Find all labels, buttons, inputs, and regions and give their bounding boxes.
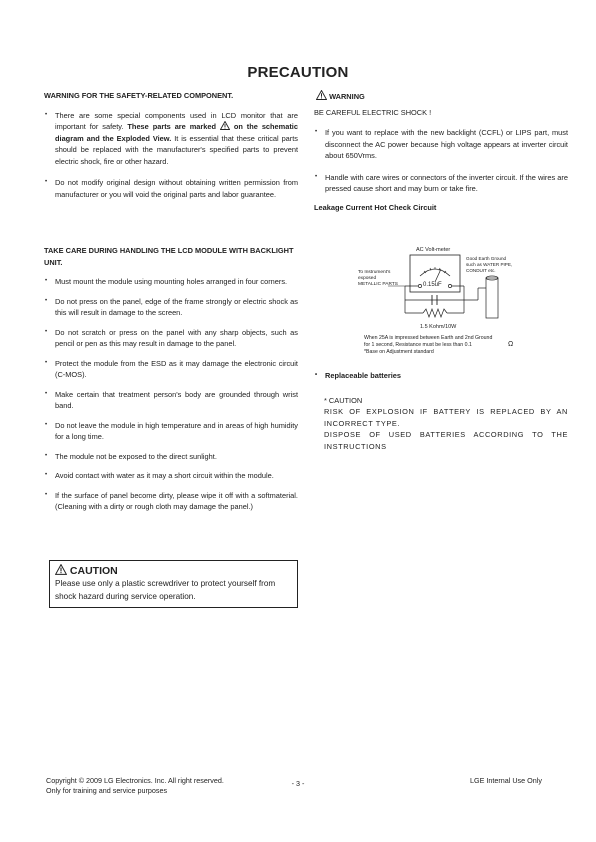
warning-subtitle: BE CAREFUL ELECTRIC SHOCK !: [314, 107, 432, 117]
footer-left: [46, 776, 224, 796]
ohm-symbol: Ω: [508, 341, 514, 348]
lcd-bullet: • If the surface of panel become dirty, please wipe it off with a softmaterial. (Cleaning with a dirty or rough cloth may damage the panel.): [44, 490, 298, 513]
caution-box: [49, 560, 298, 608]
warning-title: WARNING: [329, 92, 365, 101]
internal-use-text: LGE Internal Use Only: [470, 776, 542, 785]
warning-bullet: • If you want to replace with the new backlight (CCFL) or LIPS part, must disconnect the AC power because high voltage appears at inverter circuit about 650Vrms.: [314, 127, 568, 162]
warning-section: [314, 90, 568, 213]
circuit-wire: [405, 286, 478, 313]
lcd-bullet: • Must mount the module using mounting holes arranged in four corners.: [44, 276, 298, 288]
lcd-bullet: • Make certain that treatment person's body are grounded through wrist band.: [44, 389, 298, 412]
lcd-bullet: • Do not press on the panel, edge of the frame strongly or electric shock as this will result in damage to the screen.: [44, 296, 298, 319]
instrument-label-line: To Instrument's: [358, 270, 391, 275]
ground-pipe: [486, 278, 498, 318]
diagram-note-line: for 1 second, Resistance must be less than 0.1: [364, 342, 472, 348]
ground-label-line: such as WATER PIPE,: [466, 262, 513, 267]
instrument-label-line: METALLIC PARTS: [358, 282, 398, 287]
resistor-label: 1.5 Kohm/10W: [420, 324, 457, 330]
safety-bullet-1-bold2: on the schematic diagram and the Exploded View.: [55, 122, 298, 143]
safety-bullet-2: • Do not modify original design without obtaining written permission from manufacturer or you will void the original parts and labor guarantee.: [44, 177, 298, 200]
ground-label: [466, 256, 514, 273]
instrument-label: [358, 269, 398, 287]
leakage-circuit-diagram: [314, 242, 568, 354]
resistor: [423, 309, 447, 317]
warning-triangle-icon: [220, 121, 230, 130]
warning-triangle-icon: [55, 564, 67, 575]
ground-label-line: Good Earth Ground: [466, 256, 507, 261]
battery-line: DISPOSE OF USED BATTERIES ACCORDING TO THE INSTRUCTIONS: [324, 430, 568, 451]
battery-line: RISK OF EXPLOSION IF BATTERY IS REPLACED BY AN INCORRECT TYPE.: [324, 407, 568, 428]
safety-section: [44, 90, 298, 200]
warning-bullet: • Handle with care wires or connectors of the inverter circuit. If the wires are pressed cause short and may burn or take fire.: [314, 172, 568, 195]
voltmeter-terminal-left: [418, 284, 421, 287]
battery-line: * CAUTION: [324, 395, 363, 405]
safety-bullet-1-post: It is essential that these critical parts should be replaced with the manufacturer's specified parts to prevent electric shock, fire or other hazard.: [55, 133, 298, 166]
warning-triangle-icon: [316, 90, 327, 100]
warning-title-row: [314, 90, 568, 103]
capacitor-label: 0.15uF: [423, 282, 442, 288]
caution-text: Please use only a plastic screwdriver to protect yourself from shock hazard during service operation.: [55, 579, 276, 601]
safety-bullet-1: [44, 110, 298, 168]
ground-label-line: CONDUIT etc.: [466, 268, 496, 273]
lcd-section: [44, 245, 298, 513]
safety-heading: WARNING FOR THE SAFETY-RELATED COMPONENT.: [44, 91, 234, 100]
voltmeter-dial: [420, 269, 450, 276]
page-title: PRECAUTION: [247, 64, 349, 81]
copyright-text: Copyright © 2009 LG Electronics. Inc. All right reserved.: [46, 776, 224, 785]
diagram-note: [364, 335, 494, 354]
usage-text: Only for training and service purposes: [46, 786, 168, 795]
voltmeter-dial-ticks: [424, 267, 446, 273]
lcd-bullet: • Protect the module from the ESD as it may damage the electronic circuit (C-MOS).: [44, 358, 298, 381]
leakage-heading: Leakage Current Hot Check Circuit: [314, 202, 437, 212]
voltmeter-label: AC Volt-meter: [416, 247, 451, 253]
lcd-bullet: • Do not leave the module in high temperature and in areas of high humidity for a long time.: [44, 420, 298, 443]
caution-title: CAUTION: [69, 565, 118, 577]
voltmeter-terminal-right: [448, 284, 451, 287]
instrument-label-line: exposed: [358, 276, 377, 281]
safety-bullet-1-bold: These parts are marked: [127, 122, 220, 131]
diagram-note-line: When 25A is impressed between Earth and 2nd Ground: [364, 335, 493, 341]
safety-bullet-1-pre: There are some special components used in LCD monitor that are important for safety.: [55, 110, 298, 131]
lcd-bullet: • Do not scratch or press on the panel with any sharp objects, such as pencil or pen as this may result in damage to the panel.: [44, 327, 298, 350]
lcd-bullet: • Avoid contact with water as it may a short circuit within the module.: [44, 470, 298, 482]
diagram-note-line: *Base on Adjustment standard: [364, 349, 434, 354]
lcd-bullet: • The module not be exposed to the direct sunlight.: [44, 451, 298, 463]
caution-title-row: [55, 564, 292, 577]
page-number: - 3 -: [291, 779, 305, 788]
battery-section: [314, 370, 568, 452]
lcd-heading: TAKE CARE DURING HANDLING THE LCD MODULE WITH BACKLIGHT UNIT.: [44, 246, 294, 267]
voltmeter-needle: [435, 269, 441, 282]
batteries-heading: • Replaceable batteries: [314, 370, 568, 382]
